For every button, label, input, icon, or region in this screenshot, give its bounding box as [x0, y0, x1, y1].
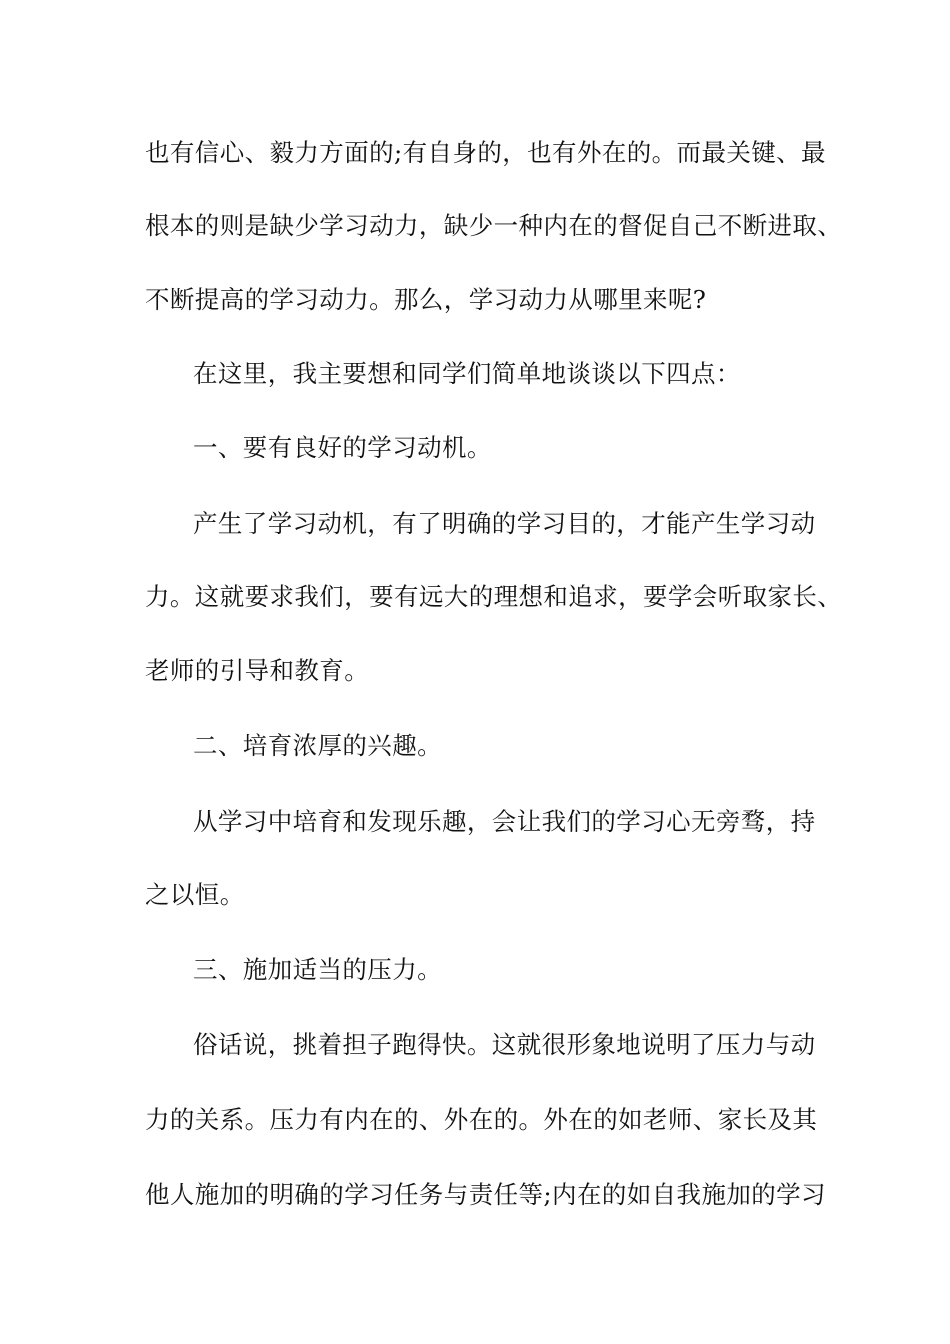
section-heading-2: 二、培育浓厚的兴趣。: [193, 731, 442, 760]
text-line: 力。这就要求我们，要有远大的理想和追求，要学会听取家长、: [145, 582, 843, 611]
text-line: 不断提高的学习动力。那么，学习动力从哪里来呢?: [145, 285, 707, 314]
paragraph-start-line: 从学习中培育和发现乐趣，会让我们的学习心无旁骛，持: [193, 807, 816, 836]
section-heading-1: 一、要有良好的学习动机。: [193, 433, 492, 462]
text-line: 之以恒。: [145, 880, 245, 909]
text-line: 他人施加的明确的学习任务与责任等;内在的如自我施加的学习: [145, 1180, 826, 1209]
paragraph-start-line: 产生了学习动机，有了明确的学习目的，才能产生学习动: [193, 509, 816, 538]
paragraph-start-line: 俗话说，挑着担子跑得快。这就很形象地说明了压力与动: [193, 1030, 816, 1059]
text-line: 也有信心、毅力方面的;有自身的，也有外在的。而最关键、最: [145, 138, 826, 167]
paragraph-start-line: 在这里，我主要想和同学们简单地谈谈以下四点：: [193, 359, 741, 388]
section-heading-3: 三、施加适当的压力。: [193, 955, 442, 984]
text-line: 根本的则是缺少学习动力，缺少一种内在的督促自己不断进取、: [145, 211, 843, 240]
text-line: 力的关系。压力有内在的、外在的。外在的如老师、家长及其: [145, 1105, 818, 1134]
text-line: 老师的引导和教育。: [145, 656, 370, 685]
